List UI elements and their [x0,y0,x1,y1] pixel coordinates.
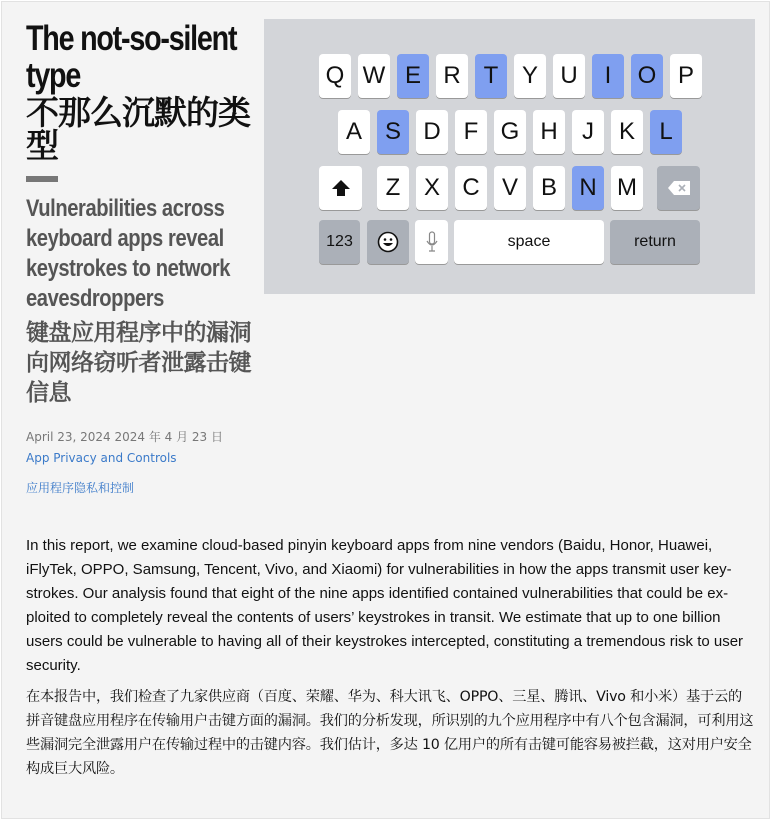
key-l: L [650,110,682,154]
key-a: A [338,110,370,154]
article-page [1,1,770,819]
key-e: E [397,54,429,98]
key-o: O [631,54,663,98]
space-key: space [454,220,604,264]
microphone-icon [415,220,448,264]
key-c: C [455,166,487,210]
key-p: P [670,54,702,98]
key-v: V [494,166,526,210]
key-s: S [377,110,409,154]
subtitle-zh: 键盘应用程序中的漏洞向网络窃听者泄露击键信息 [26,320,251,406]
return-key: return [610,220,700,264]
key-z: Z [377,166,409,210]
title-en: The not-so-silent type [26,19,237,95]
key-r: R [436,54,468,98]
summary-zh: 在本报告中，我们检查了九家供应商（百度、荣耀、华为、科大讯飞、OPPO、三星、腾讯、Vivo 和小米）基于云的拼音键盘应用程序在传输用户击键方面的漏洞。我们的分析发现，所识别的九个应用程序中有八个包含漏洞，可利用这些漏洞完全泄露用户在传输过程中的击键内容。我们估计，多达 10 亿用户的所有击键可能容易被拦截，这对用户安全构成巨大风险。 [26,689,754,777]
category-link-zh[interactable]: 应用程序隐私和控制 [26,481,135,495]
key-t: T [475,54,507,98]
summary-en: In this report, we examine cloud-based pinyin keyboard apps from nine vendors (Baidu, Honor, Huawei, iFlyTek, OPPO, Samsung, Tencent, Vivo, and Xiaomi) for vulnerabilities in how the apps transmit user keystrokes. Our analysis found that eight of the nine apps identified contained vulnerabilities that could be exploited to completely reveal the contents of users’ keystrokes in transit. We estimate that up to one billion users could be vulnerable to having all of their keystrokes intercepted, constituting a tremendous risk to user security. [26,537,744,674]
numbers-key: 123 [319,220,360,264]
key-w: W [358,54,390,98]
key-d: D [416,110,448,154]
title-zh: 不那么沉默的类型 [26,93,250,165]
article-header [26,20,252,496]
keyboard-illustration [264,19,755,294]
emoji-icon [367,220,409,264]
key-m: M [611,166,643,210]
key-y: Y [514,54,546,98]
divider [26,176,58,182]
key-x: X [416,166,448,210]
key-g: G [494,110,526,154]
backspace-icon [657,166,700,210]
shift-icon [319,166,362,210]
article-body [26,534,754,781]
category-link-en[interactable]: App Privacy and Controls [26,451,177,465]
key-k: K [611,110,643,154]
key-h: H [533,110,565,154]
publish-date: April 23, 2024 2024 年 4 月 23 日 [26,430,224,444]
key-q: Q [319,54,351,98]
key-n: N [572,166,604,210]
key-i: I [592,54,624,98]
key-b: B [533,166,565,210]
key-f: F [455,110,487,154]
key-j: J [572,110,604,154]
subtitle-en: Vulnerabilities across keyboard apps reveal keystrokes to network eavesdroppers [26,195,231,312]
key-u: U [553,54,585,98]
